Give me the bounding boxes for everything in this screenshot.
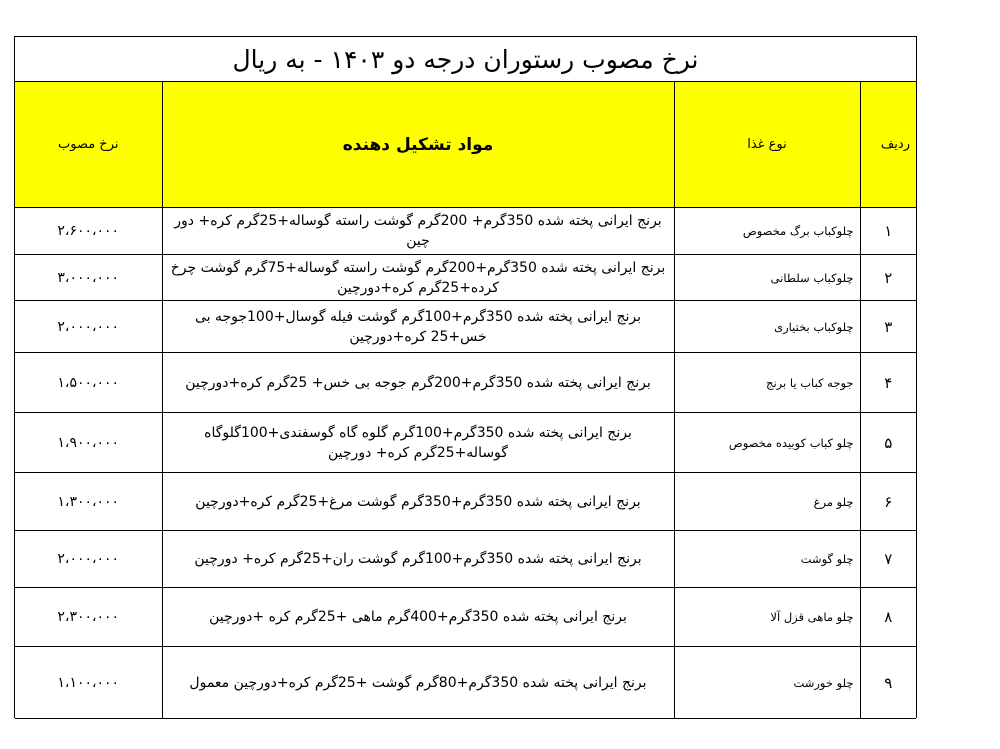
- header-dish: نوع غذا: [674, 82, 860, 208]
- table-row: [15, 473, 916, 531]
- row-index: ۳: [860, 301, 916, 353]
- row-dish: چلوکباب بختیاری: [674, 301, 860, 353]
- row-index: ۸: [860, 588, 916, 647]
- row-price: ۱،۵۰۰،۰۰۰: [15, 353, 162, 413]
- row-price: ۱،۳۰۰،۰۰۰: [15, 473, 162, 531]
- header-index: ردیف: [860, 82, 916, 208]
- row-dish: چلو کباب کوبیده مخصوص: [674, 413, 860, 473]
- row-index: ۶: [860, 473, 916, 531]
- table-row: [15, 353, 916, 413]
- row-price: ۱،۹۰۰،۰۰۰: [15, 413, 162, 473]
- row-ingredients: برنج ایرانی پخته شده 350گرم+200گرم جوجه بی خس+ 25گرم کره+دورچین: [162, 353, 674, 413]
- row-dish: چلو خورشت: [674, 647, 860, 719]
- row-dish: چلو گوشت: [674, 531, 860, 588]
- table-row: [15, 255, 916, 301]
- row-ingredients: برنج ایرانی پخته شده 350گرم+200گرم گوشت راسته گوساله+75گرم گوشت چرخ کرده+25گرم کره+دورچین: [162, 255, 674, 301]
- row-ingredients: برنج ایرانی پخته شده 350گرم+350گرم گوشت مرغ+25گرم کره+دورچین: [162, 473, 674, 531]
- page-title: نرخ مصوب رستوران درجه دو ۱۴۰۳ - به ریال: [15, 36, 916, 82]
- row-index: ۲: [860, 255, 916, 301]
- row-index: ۵: [860, 413, 916, 473]
- table-row: [15, 208, 916, 255]
- row-dish: چلوکباب سلطانی: [674, 255, 860, 301]
- row-price: ۲،۰۰۰،۰۰۰: [15, 531, 162, 588]
- price-table: [15, 82, 916, 719]
- row-price: ۳،۰۰۰،۰۰۰: [15, 255, 162, 301]
- row-index: ۹: [860, 647, 916, 719]
- row-dish: چلو مرغ: [674, 473, 860, 531]
- table-row: [15, 647, 916, 719]
- row-price: ۲،۳۰۰،۰۰۰: [15, 588, 162, 647]
- table-row: [15, 588, 916, 647]
- row-ingredients: برنج ایرانی پخته شده 350گرم+100گرم گوشت فیله گوسال+100جوجه بی خس+25 کره+دورچین: [162, 301, 674, 353]
- row-price: ۲،۶۰۰،۰۰۰: [15, 208, 162, 255]
- row-ingredients: برنج ایرانی پخته شده 350گرم+400گرم ماهی +25گرم کره +دورچین: [162, 588, 674, 647]
- header-price: نرخ مصوب: [15, 82, 162, 208]
- header-ingredients: مواد تشکیل دهنده: [162, 82, 674, 208]
- row-ingredients: برنج ایرانی پخته شده 350گرم+100گرم گوشت ران+25گرم کره+ دورچین: [162, 531, 674, 588]
- table-row: [15, 531, 916, 588]
- row-price: ۲،۰۰۰،۰۰۰: [15, 301, 162, 353]
- row-dish: جوجه کباب یا برنج: [674, 353, 860, 413]
- row-dish: چلوکباب برگ مخصوص: [674, 208, 860, 255]
- table-header-row: [15, 82, 916, 208]
- table-row: [15, 301, 916, 353]
- table-row: [15, 413, 916, 473]
- row-index: ۴: [860, 353, 916, 413]
- row-ingredients: برنج ایرانی پخته شده 350گرم+ 200گرم گوشت راسته گوساله+25گرم کره+ دور چین: [162, 208, 674, 255]
- price-sheet: [14, 36, 917, 718]
- row-ingredients: برنج ایرانی پخته شده 350گرم+80گرم گوشت +25گرم کره+دورچین معمول: [162, 647, 674, 719]
- row-dish: چلو ماهی قزل آلا: [674, 588, 860, 647]
- row-ingredients: برنج ایرانی پخته شده 350گرم+100گرم گلوه گاه گوسفندی+100گلوگاه گوساله+25گرم کره+ دورچین: [162, 413, 674, 473]
- row-index: ۱: [860, 208, 916, 255]
- row-price: ۱،۱۰۰،۰۰۰: [15, 647, 162, 719]
- row-index: ۷: [860, 531, 916, 588]
